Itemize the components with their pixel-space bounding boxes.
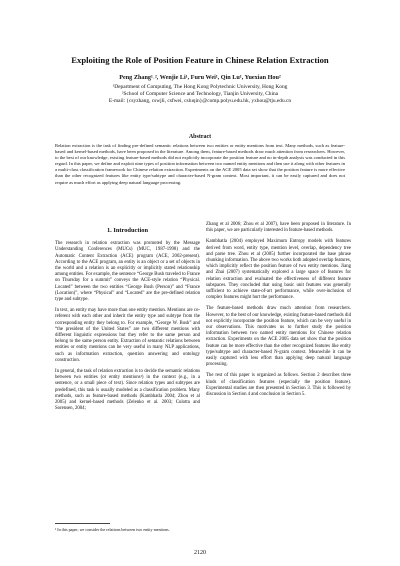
- affiliation-2: ²School of Computer Science and Technology, Tianjin University, China: [121, 91, 279, 98]
- abstract-heading: Abstract: [188, 134, 212, 140]
- right-column: [206, 222, 351, 403]
- paper-title: Exploiting the Role of Position Feature in Chinese Relation Extraction: [71, 55, 329, 65]
- author-emails: E-mail: {csyzhang, cswjli, csfwei, csluqin}@comp.polyu.edu.hk, yxhou@tju.edu.cn: [108, 98, 292, 105]
- affiliation-1: ¹Department of Computing, The Hong Kong Polytechnic University, Hong Kong: [112, 84, 288, 90]
- paragraph: In text, an entity may have more than one entity mention. Mentions are co-referent with each other and inherit the entity type and subtype from the corresponding entity they belong to. For example, “George W. Bush” and “the president of the United States” are two different mentions with different linguistic expressions but they refer to the same person and belong to the same person entity. Extraction of semantic relations between entities or entity mentions can be very useful in many NLP applications, such as information extraction, question answering and ontology construction.: [55, 308, 200, 363]
- paragraph: Zhang et al 2006; Zhou et al 2007), have been proposed in literature. In this paper, we are particularly interested in feature-based methods.: [206, 222, 351, 234]
- affiliations: [20, 84, 380, 106]
- page-number: 2120: [194, 550, 206, 556]
- paragraph: The feature-based methods draw much attention from researchers. However, to the best of our knowledge, existing feature-based methods did not explicitly incorporate the position feature, which can be very useful in our observations. This motivates us to further study the position information between two named entity mentions for Chinese relation extraction. Experiments on the ACE 2005 data set show that the position feature can be more effective than the other recognized features like entity type/subtype and character-based N-gram context. Meanwhile it can be easily captured with less effort than applying deep natural language processing.: [206, 306, 351, 368]
- paragraph: In general, the task of relation extraction is to decide the semantic relations between two entities (or entity mentions¹) in the context (e.g., in a sentence, or a small piece of text). Since relation types and subtypes are predefined, this task is usually modeled as a classification problem. Many methods, such as feature-based methods (Kambhatla 2004; Zhou et al 2005) and kernel-based methods (Zelenko et al. 2003; Culotta and Sorensen, 2004;: [55, 369, 200, 412]
- footnote-divider: [55, 523, 110, 524]
- paragraph: Kambhatla (2004) employed Maximum Entropy models with features derived from word, entity type, mention level, overlap, dependency tree and parse tree. Zhou et al (2005) further incorporated the base phrase chunking information. The above two works both adopted overlap features, which implicitly reflect the position feature of two entity mentions. Jiang and Zhai (2007) systematically explored a large space of features for relation extraction and evaluated the effectiveness of different feature subspaces. They concluded that using basic unit features was generally sufficient to achieve state-of-art performance, while over-inclusion of complex features might hurt the performance.: [206, 239, 351, 301]
- paragraph: The rest of this paper is organized as follows. Section 2 describes three kinds of classification features (especially the position feature). Experimental studies are then presented in Section 3. This is followed by discussion in Section 4 and conclusion in Section 5.: [206, 373, 351, 398]
- author-list: Peng Zhang¹˒², Wenjie Li¹, Furu Wei¹, Qin Lu¹, Yuexian Hou²: [119, 74, 281, 81]
- abstract-text: Relation extraction is the task of finding pre-defined semantic relations between two entities or entity mentions from text. Many methods, such as feature-based and kernel-based methods, have been proposed in the literature. Among them, feature-based methods draw much attention from researchers. However, to the best of our knowledge, existing feature-based methods did not explicitly incorporate the position feature and no in-depth analysis was conducted in this regard. In this paper, we define and exploit nine types of position information between two named entity mentions and then use it along with other features in a multi-class classification framework for Chinese relation extraction. Experiments on the ACE 2005 data set show that the position feature is more effective than the other recognized features like entity type/subtype and character-based N-gram context. Most important, it can be easily captured and does not require as much effort as applying deep natural language processing.: [55, 143, 345, 185]
- section-heading-introduction: 1. Introduction: [106, 227, 149, 234]
- footnote: ¹ In this paper, we consider the relations between two entity mentions.: [55, 527, 170, 532]
- paragraph: The research in relation extraction was promoted by the Message Understanding Conferences (MUCs) (MUC, 1987-1998) and the Automatic Content Extraction (ACE) program (ACE, 2002-present). According to the ACE program, an entity is an object or a set of objects in the world and a relation is an explicitly or implicitly stated relationship among entities. For example, the sentence “George Bush traveled to France on Thursday for a summit” conveys the ACE-style relation “Physical. Located” between the two entities “George Bush (Person)” and “France (Location)”, where “Physical” and “Located” are the pre-defined relation type and subtype.: [55, 241, 200, 303]
- left-column: [55, 224, 200, 417]
